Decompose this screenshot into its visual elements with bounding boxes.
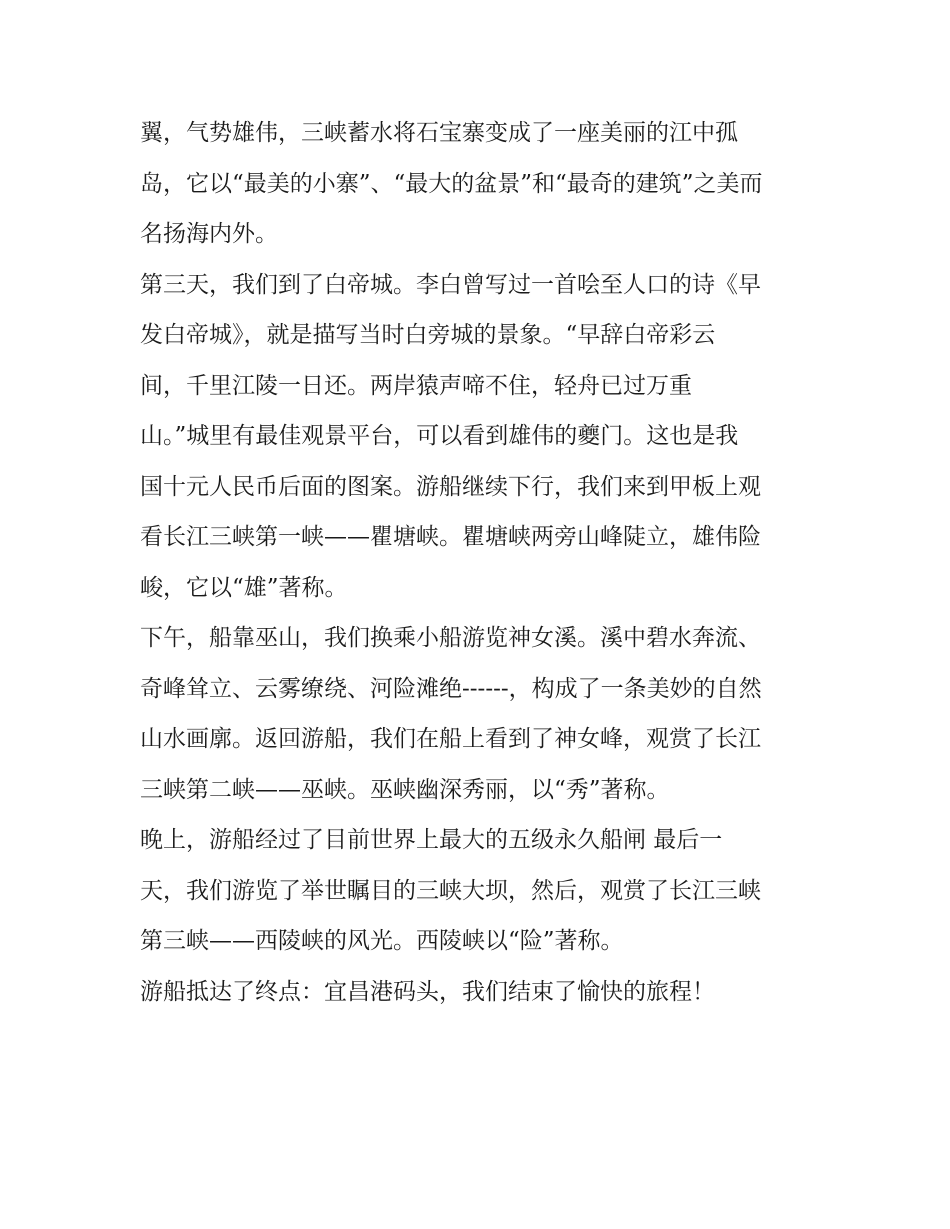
text-line: 国十元人民币后面的图案。游船继续下行，我们来到甲板上观	[140, 473, 761, 500]
text-line: 第三天，我们到了白帝城。李白曾写过一首哙至人口的诗《早	[140, 271, 761, 298]
text-line: 山水画廓。返回游船，我们在船上看到了神女峰，观赏了长江	[140, 726, 761, 752]
text-line: 山。”城里有最佳观景平台，可以看到雄伟的夔门。这也是我	[140, 423, 739, 449]
text-line: 峻，它以“雄”著称。	[140, 574, 348, 601]
text-line: 天，我们游览了举世瞩目的三峡大坝，然后，观赏了长江三峡	[140, 877, 761, 904]
text-line: 间，千里江陵一日还。两岸猿声啼不住，轻舟已过万重	[140, 372, 692, 399]
text-line: 翼，气势雄伟，三峡蓄水将石宝寨变成了一座美丽的江中孤	[140, 120, 738, 146]
text-line: 岛，它以“最美的小寨”、“最大的盆景”和“最奇的建筑”之美而	[140, 170, 763, 197]
text-line: 名扬海内外。	[140, 221, 278, 247]
text-line: 第三峡——西陵峡的风光。西陵峡以“险”著称。	[140, 928, 624, 954]
text-line: 发白帝城》，就是描写当时白旁城的景象。“早辞白帝彩云	[140, 322, 716, 348]
text-line: 晚上，游船经过了目前世界上最大的五级永久船闸 最后一	[140, 827, 723, 853]
text-line: 看长江三峡第一峡——瞿塘峡。瞿塘峡两旁山峰陡立，雄伟险	[140, 524, 761, 550]
document-body	[140, 108, 830, 1017]
text-line: 三峡第二峡——巫峡。巫峡幽深秀丽，以“秀”著称。	[140, 776, 670, 803]
text-line: 下午，船靠巫山，我们换乘小船游览神女溪。溪中碧水奔流、	[140, 625, 761, 651]
text-line: 奇峰耸立、云雾缭绕、河险滩绝------，构成了一条美妙的自然	[140, 675, 762, 702]
text-line: 游船抵达了终点：宜昌港码头，我们结束了愉快的旅程！	[140, 978, 715, 1005]
